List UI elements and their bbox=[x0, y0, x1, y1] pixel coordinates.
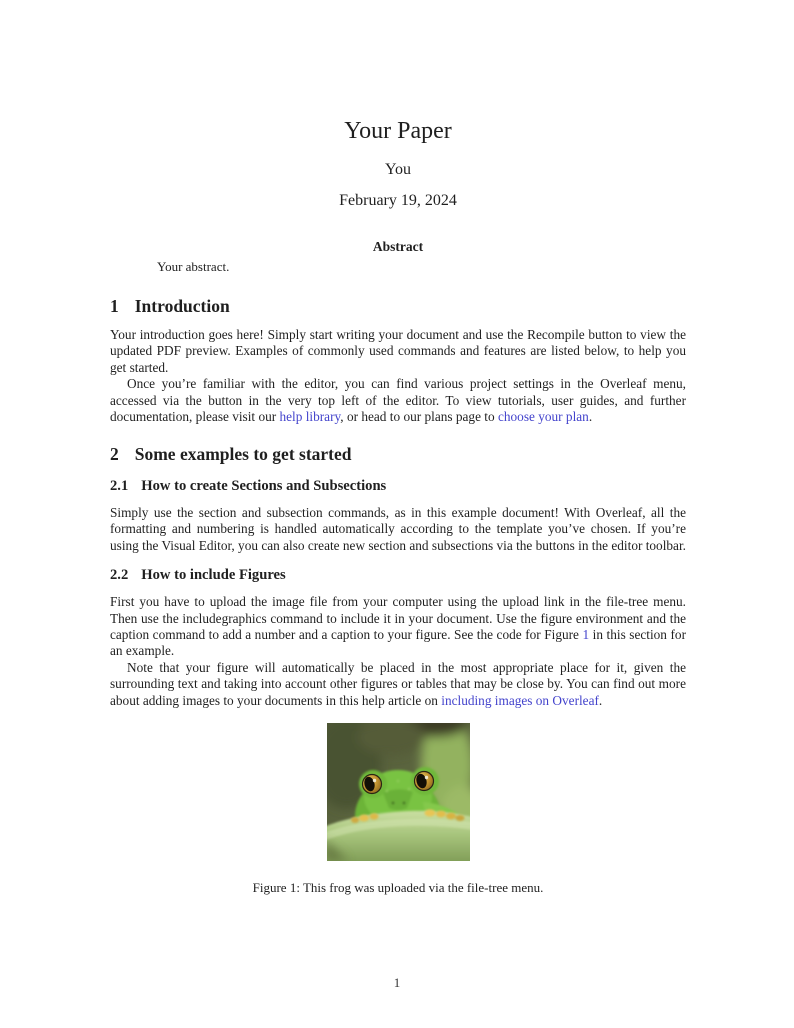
paragraph-text: in this section for an example. bbox=[110, 626, 686, 659]
subsection-2-2-number: 2.2 bbox=[110, 567, 129, 584]
abstract-text: Your abstract. bbox=[157, 259, 230, 274]
section-2-title: Some examples to get started bbox=[134, 443, 352, 464]
subsection-2-1-title: How to create Sections and Subsections bbox=[141, 477, 387, 494]
section-1-heading bbox=[110, 296, 686, 317]
figures-paragraph-1 bbox=[110, 594, 686, 660]
subsection-2-1-heading bbox=[110, 478, 686, 495]
choose-your-plan-link[interactable]: choose your plan bbox=[497, 409, 589, 425]
subsection-2-2-title: How to include Figures bbox=[141, 567, 286, 584]
figure-caption: Figure 1: This frog was uploaded via the file-tree menu. bbox=[252, 880, 544, 896]
section-1-title: Introduction bbox=[134, 296, 230, 316]
abstract-heading: Abstract bbox=[372, 239, 424, 254]
intro-paragraph-1: Your introduction goes here! Simply start writing your document and use the Recompile button to view the updated PDF preview. Examples of commonly used commands and features are listed below, to help you get started. bbox=[110, 327, 686, 375]
paragraph-text: Once you’re familiar with the editor, you can find various project settings in the Overleaf menu, accessed via the button in the very top left of the editor. To view tutorials, user guides, and further documentation, please visit our bbox=[110, 376, 686, 425]
subsection-2-2-heading bbox=[110, 567, 686, 584]
paper-title: Your Paper bbox=[344, 118, 452, 144]
section-2-number: 2 bbox=[110, 443, 119, 464]
paper-date: February 19, 2024 bbox=[339, 192, 457, 209]
figure-1 bbox=[110, 723, 686, 861]
paragraph-text: Note that your figure will automatically be placed in the most appropriate place for it, given the surrounding text and taking into account other figures or tables that may be close by. You can find out more about adding images to your documents in this help article on bbox=[110, 659, 686, 708]
paragraph-text: , or head to our plans page to bbox=[340, 409, 498, 425]
section-1-number: 1 bbox=[110, 296, 119, 316]
paragraph-text: . bbox=[588, 409, 593, 425]
subsection-2-1-paragraph: Simply use the section and subsection commands, as in this example document! With Overleaf, all the formatting and numbering is handled automatically according to the template you’ve chosen. If you’re using the Visual Editor, you can also create new section and subsections via the buttons in the editor toolbar. bbox=[110, 504, 686, 553]
paragraph-text: . bbox=[598, 692, 603, 708]
subsection-2-1-number: 2.1 bbox=[110, 477, 129, 494]
page-content bbox=[110, 0, 686, 896]
figures-paragraph-2 bbox=[110, 660, 686, 709]
section-2-heading bbox=[110, 444, 686, 465]
frog-figure-image bbox=[327, 723, 470, 861]
help-library-link[interactable]: help library bbox=[279, 409, 341, 425]
figure-1-ref-link[interactable]: 1 bbox=[582, 626, 590, 642]
paragraph-text: First you have to upload the image file from your computer using the upload link in the file-tree menu. Then use the includegraphics command to include it in your document. Use the figure environment and the caption command to add a number and a caption to your figure. See the code for Figure bbox=[110, 594, 686, 642]
including-images-link[interactable]: including images on Overleaf bbox=[441, 692, 599, 708]
intro-paragraph-2 bbox=[110, 376, 686, 425]
paper-author: You bbox=[385, 161, 411, 178]
page-number: 1 bbox=[393, 975, 401, 990]
